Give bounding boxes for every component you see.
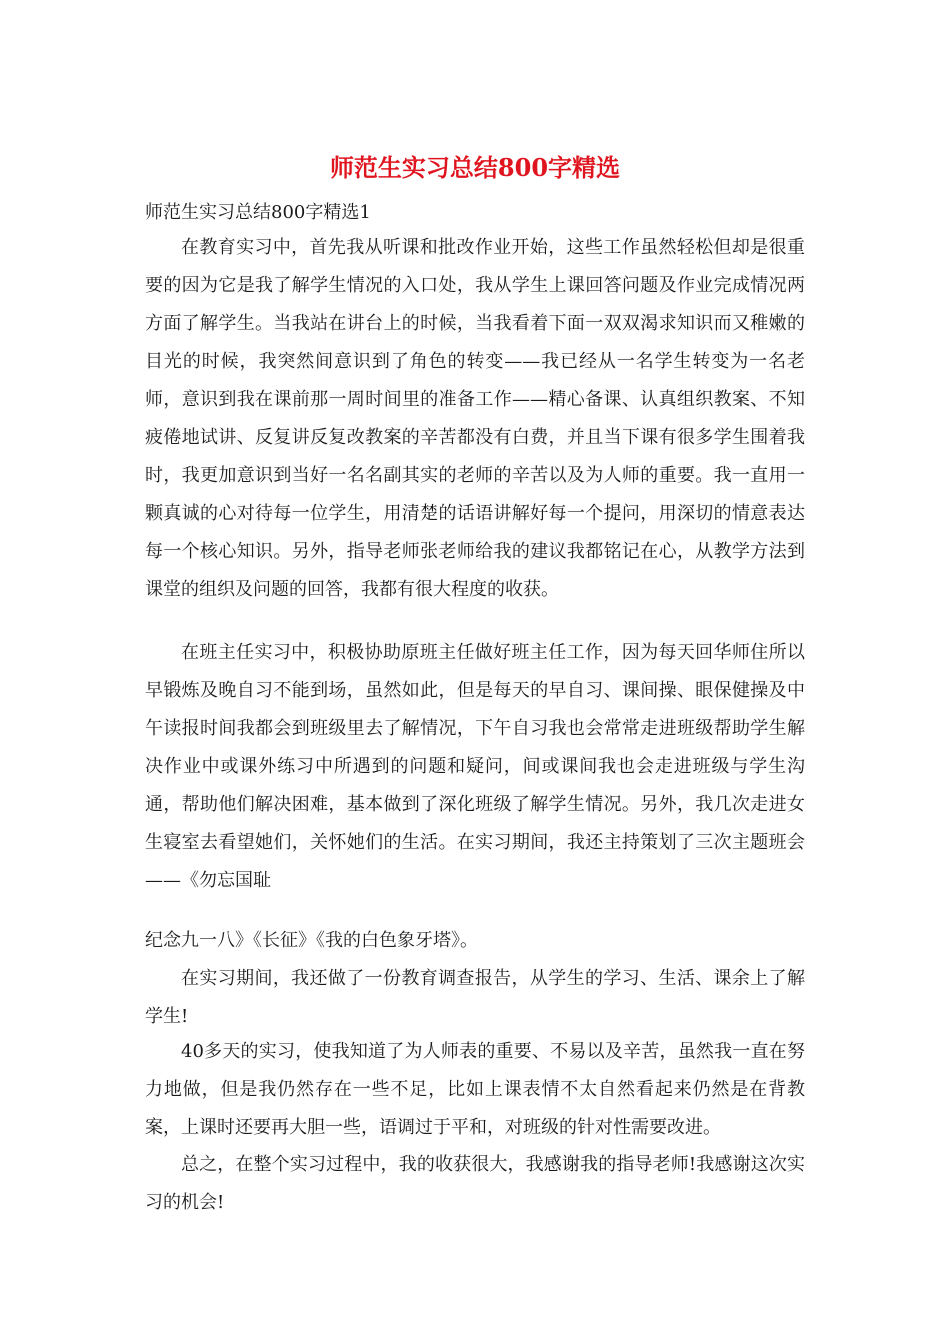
paragraph-class-meeting-titles: 纪念九一八》《长征》《我的白色象牙塔》。 xyxy=(145,930,478,951)
paragraph-teaching: 在教育实习中，首先我从听课和批改作业开始，这些工作虽然轻松但却是很重要的因为它是我了解学生情况的入口处，我从学生上课回答问题及作业完成情况两方面了解学生。当我站在讲台上的时候，当我看着下面一双双渴求知识而又稚嫩的目光的时候，我突然间意识到了角色的转变——我已经从一名学生转变为一名老师，意识到我在课前那一周时间里的准备工作——精心备课、认真组织教案、不知疲倦地试讲、反复讲反复改教案的辛苦都没有白费，并且当下课有很多学生围着我时，我更加意识到当好一名名副其实的老师的辛苦以及为人师的重要。我一直用一颗真诚的心对待每一位学生，用清楚的话语讲解好每一个提问，用深切的情意表达每一个核心知识。另外，指导老师张老师给我的建议我都铭记在心，从教学方法到课堂的组织及问题的回答，我都有很大程度的收获。 xyxy=(145,237,805,600)
document-subtitle: 师范生实习总结800字精选1 xyxy=(145,202,371,223)
paragraph-survey: 在实习期间，我还做了一份教育调查报告，从学生的学习、生活、课余上了解学生! xyxy=(145,968,805,1027)
paragraph-conclusion: 总之，在整个实习过程中，我的收获很大，我感谢我的指导老师!我感谢这次实习的机会! xyxy=(145,1154,805,1213)
paragraph-reflection: 40多天的实习，使我知道了为人师表的重要、不易以及辛苦，虽然我一直在努力地做，但是我仍然存在一些不足，比如上课表情不太自然看起来仍然是在背教案，上课时还要再大胆一些，语调过于平和，对班级的针对性需要改进。 xyxy=(145,1041,805,1138)
document-title: 师范生实习总结800字精选 xyxy=(329,153,621,182)
paragraph-class-teacher: 在班主任实习中，积极协助原班主任做好班主任工作，因为每天回华师住所以早锻炼及晚自习不能到场，虽然如此，但是每天的早自习、课间操、眼保健操及中午读报时间我都会到班级里去了解情况，下午自习我也会常常走进班级帮助学生解决作业中或课外练习中所遇到的问题和疑问，间或课间我也会走进班级与学生沟通，帮助他们解决困难，基本做到了深化班级了解学生情况。另外，我几次走进女生寝室去看望她们，关怀她们的生活。在实习期间，我还主持策划了三次主题班会——《勿忘国耻 xyxy=(145,642,805,891)
